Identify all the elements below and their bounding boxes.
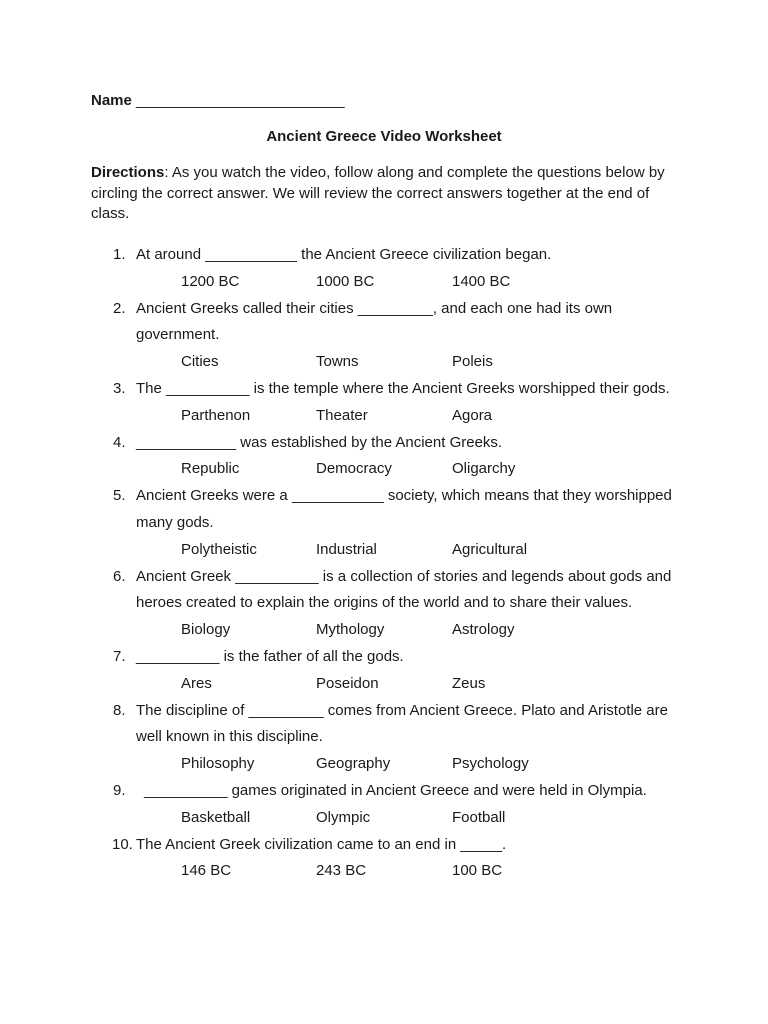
answer-option[interactable]: 1000 BC bbox=[316, 272, 375, 290]
question-number: 9. bbox=[113, 781, 126, 799]
answer-option[interactable]: Agora bbox=[452, 406, 493, 424]
answer-option[interactable]: Geography bbox=[316, 755, 391, 773]
answer-options bbox=[0, 754, 768, 781]
answer-option[interactable]: Olympic bbox=[316, 808, 371, 826]
answer-options bbox=[0, 861, 768, 888]
answer-options bbox=[0, 620, 768, 647]
answer-option[interactable]: Football bbox=[452, 808, 506, 826]
answer-option[interactable]: Oligarchy bbox=[452, 460, 516, 478]
answer-option[interactable]: 146 BC bbox=[181, 862, 232, 880]
answer-options bbox=[0, 459, 768, 486]
answer-option[interactable]: Theater bbox=[316, 406, 368, 424]
directions-text: : As you watch the video, follow along and complete the questions below by circling the correct answer. We will review the correct answers together at the end of class. bbox=[91, 164, 665, 222]
question-text: At around ___________ the Ancient Greece civilization began. bbox=[136, 246, 552, 263]
question-number: 10. bbox=[112, 835, 133, 853]
answer-option[interactable]: Psychology bbox=[452, 755, 529, 773]
answer-option[interactable]: 100 BC bbox=[452, 862, 503, 880]
question-number: 2. bbox=[113, 299, 126, 317]
question-text-continued: government. bbox=[136, 326, 220, 344]
question-number: 8. bbox=[113, 701, 126, 719]
answer-option[interactable]: Industrial bbox=[316, 540, 377, 558]
answer-option[interactable]: Polytheistic bbox=[181, 540, 257, 558]
answer-options bbox=[0, 808, 768, 835]
answer-option[interactable]: Agricultural bbox=[452, 540, 528, 558]
question-number: 5. bbox=[113, 487, 126, 505]
question-9 bbox=[0, 781, 768, 835]
answer-option[interactable]: Republic bbox=[181, 460, 240, 478]
question-text-continued: heroes created to explain the origins of the world and to share their values. bbox=[136, 594, 633, 612]
question-text: The Ancient Greek civilization came to an end in _____. bbox=[136, 835, 507, 853]
directions-label: Directions bbox=[91, 164, 165, 181]
answer-option[interactable]: Poseidon bbox=[316, 674, 379, 692]
question-text: Ancient Greeks called their cities _________, and each one had its own bbox=[136, 299, 613, 317]
answer-option[interactable]: 243 BC bbox=[316, 862, 367, 880]
question-number: 6. bbox=[113, 567, 126, 585]
answer-options bbox=[0, 540, 768, 567]
answer-options bbox=[0, 406, 768, 433]
question-text: __________ games originated in Ancient Greece and were held in Olympia. bbox=[144, 781, 647, 799]
answer-option[interactable]: Poleis bbox=[452, 353, 493, 371]
answer-option[interactable]: Cities bbox=[181, 353, 219, 371]
question-10 bbox=[0, 835, 768, 889]
question-text: Ancient Greek __________ is a collection of stories and legends about gods and bbox=[136, 567, 672, 585]
answer-option[interactable]: Democracy bbox=[316, 460, 392, 478]
question-text: __________ is the father of all the gods. bbox=[136, 647, 404, 665]
answer-option[interactable]: Astrology bbox=[452, 621, 515, 639]
question-text: Ancient Greeks were a ___________ society, which means that they worshipped bbox=[136, 487, 672, 505]
question-text: ____________ was established by the Ancient Greeks. bbox=[136, 433, 503, 451]
answer-option[interactable]: Philosophy bbox=[181, 755, 255, 773]
directions-paragraph bbox=[91, 163, 681, 225]
question-number: 7. bbox=[113, 647, 126, 665]
worksheet-title: Ancient Greece Video Worksheet bbox=[266, 128, 502, 145]
answer-option[interactable]: Towns bbox=[316, 353, 359, 371]
answer-option[interactable]: Ares bbox=[181, 674, 212, 692]
question-list bbox=[0, 245, 768, 888]
answer-option[interactable]: 1200 BC bbox=[181, 272, 240, 290]
answer-options bbox=[0, 272, 768, 299]
answer-option[interactable]: Parthenon bbox=[181, 406, 251, 424]
name-line bbox=[91, 92, 345, 109]
answer-option[interactable]: 1400 BC bbox=[452, 272, 511, 290]
question-number: 1. bbox=[113, 246, 126, 263]
question-number: 3. bbox=[113, 379, 126, 397]
question-7 bbox=[0, 647, 768, 701]
answer-option[interactable]: Zeus bbox=[452, 674, 486, 692]
question-text-continued: well known in this discipline. bbox=[136, 728, 323, 746]
question-5 bbox=[0, 486, 768, 566]
answer-options bbox=[0, 674, 768, 701]
question-4 bbox=[0, 433, 768, 487]
answer-option[interactable]: Basketball bbox=[181, 808, 251, 826]
question-1 bbox=[0, 245, 768, 299]
question-6 bbox=[0, 567, 768, 647]
answer-option[interactable]: Biology bbox=[181, 621, 231, 639]
question-8 bbox=[0, 701, 768, 781]
answer-options bbox=[0, 352, 768, 379]
question-number: 4. bbox=[113, 433, 126, 451]
question-2 bbox=[0, 299, 768, 379]
question-text: The __________ is the temple where the Ancient Greeks worshipped their gods. bbox=[136, 379, 670, 397]
question-text: The discipline of _________ comes from Ancient Greece. Plato and Aristotle are bbox=[136, 701, 668, 719]
name-blank: _________________________ bbox=[136, 92, 345, 109]
answer-option[interactable]: Mythology bbox=[316, 621, 385, 639]
name-label: Name bbox=[91, 92, 132, 109]
question-3 bbox=[0, 379, 768, 433]
question-text-continued: many gods. bbox=[136, 513, 214, 531]
